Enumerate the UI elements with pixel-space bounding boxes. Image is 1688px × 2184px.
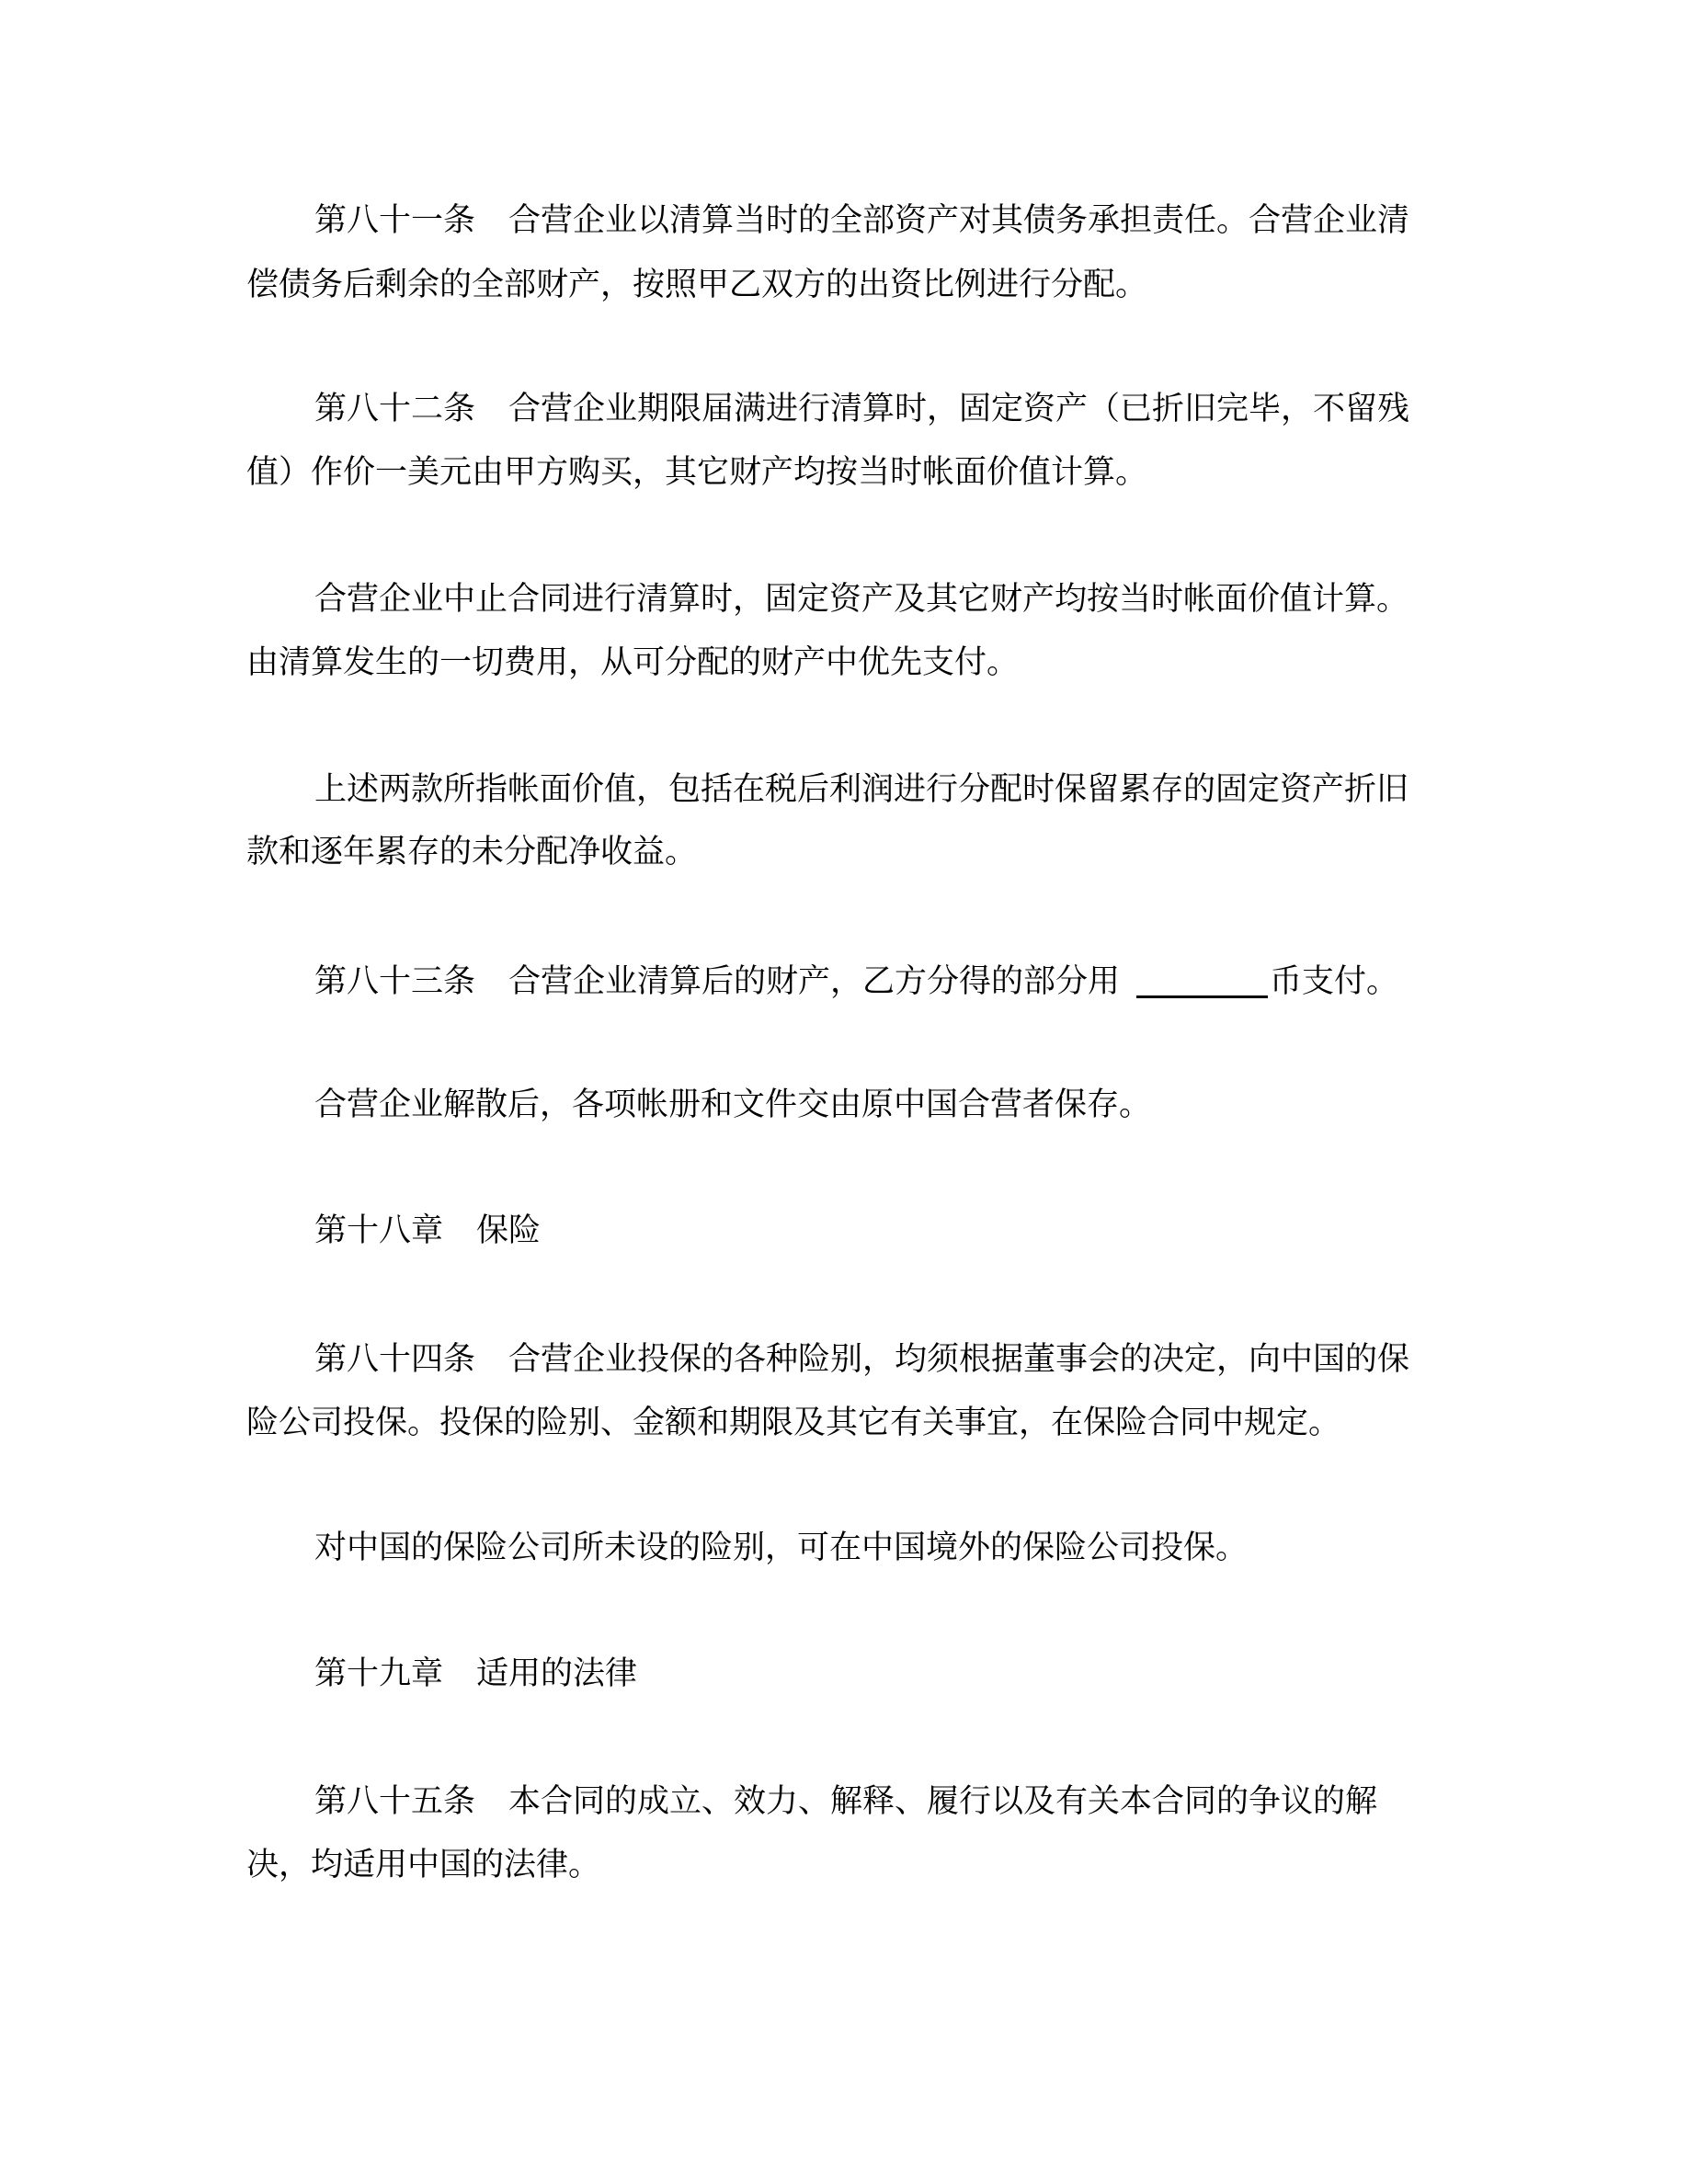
records-text: 合营企业解散后，各项帐册和文件交由原中国合营者保存。 bbox=[314, 1086, 1152, 1123]
article-83-number: 第八十三条 bbox=[314, 963, 476, 1000]
book-value-text-line1: 上述两款所指帐面价值，包括在税后利润进行分配时保留累存的固定资产折旧 bbox=[314, 771, 1409, 808]
book-value-paragraph-line2 bbox=[246, 836, 697, 869]
termination-paragraph-line2 bbox=[246, 644, 1020, 681]
article-83-line bbox=[314, 963, 1398, 998]
chapter-19-heading bbox=[314, 1655, 638, 1692]
article-82-number: 第八十二条 bbox=[314, 391, 476, 427]
article-84-number: 第八十四条 bbox=[314, 1341, 476, 1378]
article-81-text-line1: 合营企业以清算当时的全部资产对其债务承担责任。合营企业清 bbox=[508, 202, 1410, 239]
article-84-second-line bbox=[246, 1407, 1340, 1439]
article-82-text-line2: 值）作价一美元由甲方购买，其它财产均按当时帐面价值计算。 bbox=[246, 454, 1148, 491]
book-value-text-line2: 款和逐年累存的未分配净收益。 bbox=[246, 834, 698, 870]
currency-blank-line bbox=[1136, 963, 1268, 998]
article-82-first-line bbox=[314, 393, 1409, 426]
records-paragraph bbox=[314, 1086, 1152, 1123]
article-81-first-line bbox=[314, 202, 1410, 239]
chapter-18-title: 保险 bbox=[476, 1212, 542, 1249]
article-85-text-line2: 决，均适用中国的法律。 bbox=[246, 1847, 601, 1883]
article-85-second-line bbox=[246, 1849, 600, 1882]
article-83-text-after-blank: 币支付。 bbox=[1270, 963, 1399, 1000]
article-84-first-line bbox=[314, 1341, 1410, 1378]
article-81-number: 第八十一条 bbox=[314, 202, 476, 239]
article-84-text-line1: 合营企业投保的各种险别，均须根据董事会的决定，向中国的保 bbox=[508, 1341, 1410, 1378]
foreign-insurance-text: 对中国的保险公司所未设的险别，可在中国境外的保险公司投保。 bbox=[314, 1530, 1249, 1566]
article-81-text-line2: 偿债务后剩余的全部财产，按照甲乙双方的出资比例进行分配。 bbox=[246, 267, 1148, 303]
article-84-text-line2: 险公司投保。投保的险别、金额和期限及其它有关事宜，在保险合同中规定。 bbox=[246, 1405, 1341, 1441]
article-81-second-line bbox=[246, 269, 1147, 301]
chapter-19-title: 适用的法律 bbox=[476, 1655, 638, 1692]
article-82-text-line1: 合营企业期限届满进行清算时，固定资产（已折旧完毕，不留残 bbox=[508, 391, 1410, 427]
article-82-second-line bbox=[246, 454, 1148, 491]
chapter-19-number: 第十九章 bbox=[314, 1655, 444, 1692]
article-83-text-before-blank: 合营企业清算后的财产，乙方分得的部分用 bbox=[508, 963, 1121, 1000]
book-value-paragraph-line1 bbox=[314, 771, 1409, 808]
termination-paragraph-line1 bbox=[314, 581, 1409, 618]
article-85-text-line1: 本合同的成立、效力、解释、履行以及有关本合同的争议的解 bbox=[508, 1783, 1378, 1820]
foreign-insurance-paragraph bbox=[314, 1532, 1248, 1564]
chapter-18-heading bbox=[314, 1212, 542, 1249]
termination-text-line1: 合营企业中止合同进行清算时，固定资产及其它财产均按当时帐面价值计算。 bbox=[314, 581, 1409, 618]
termination-text-line2: 由清算发生的一切费用，从可分配的财产中优先支付。 bbox=[246, 644, 1020, 681]
article-85-number: 第八十五条 bbox=[314, 1783, 476, 1820]
chapter-18-number: 第十八章 bbox=[314, 1212, 444, 1249]
article-85-first-line bbox=[314, 1783, 1378, 1820]
